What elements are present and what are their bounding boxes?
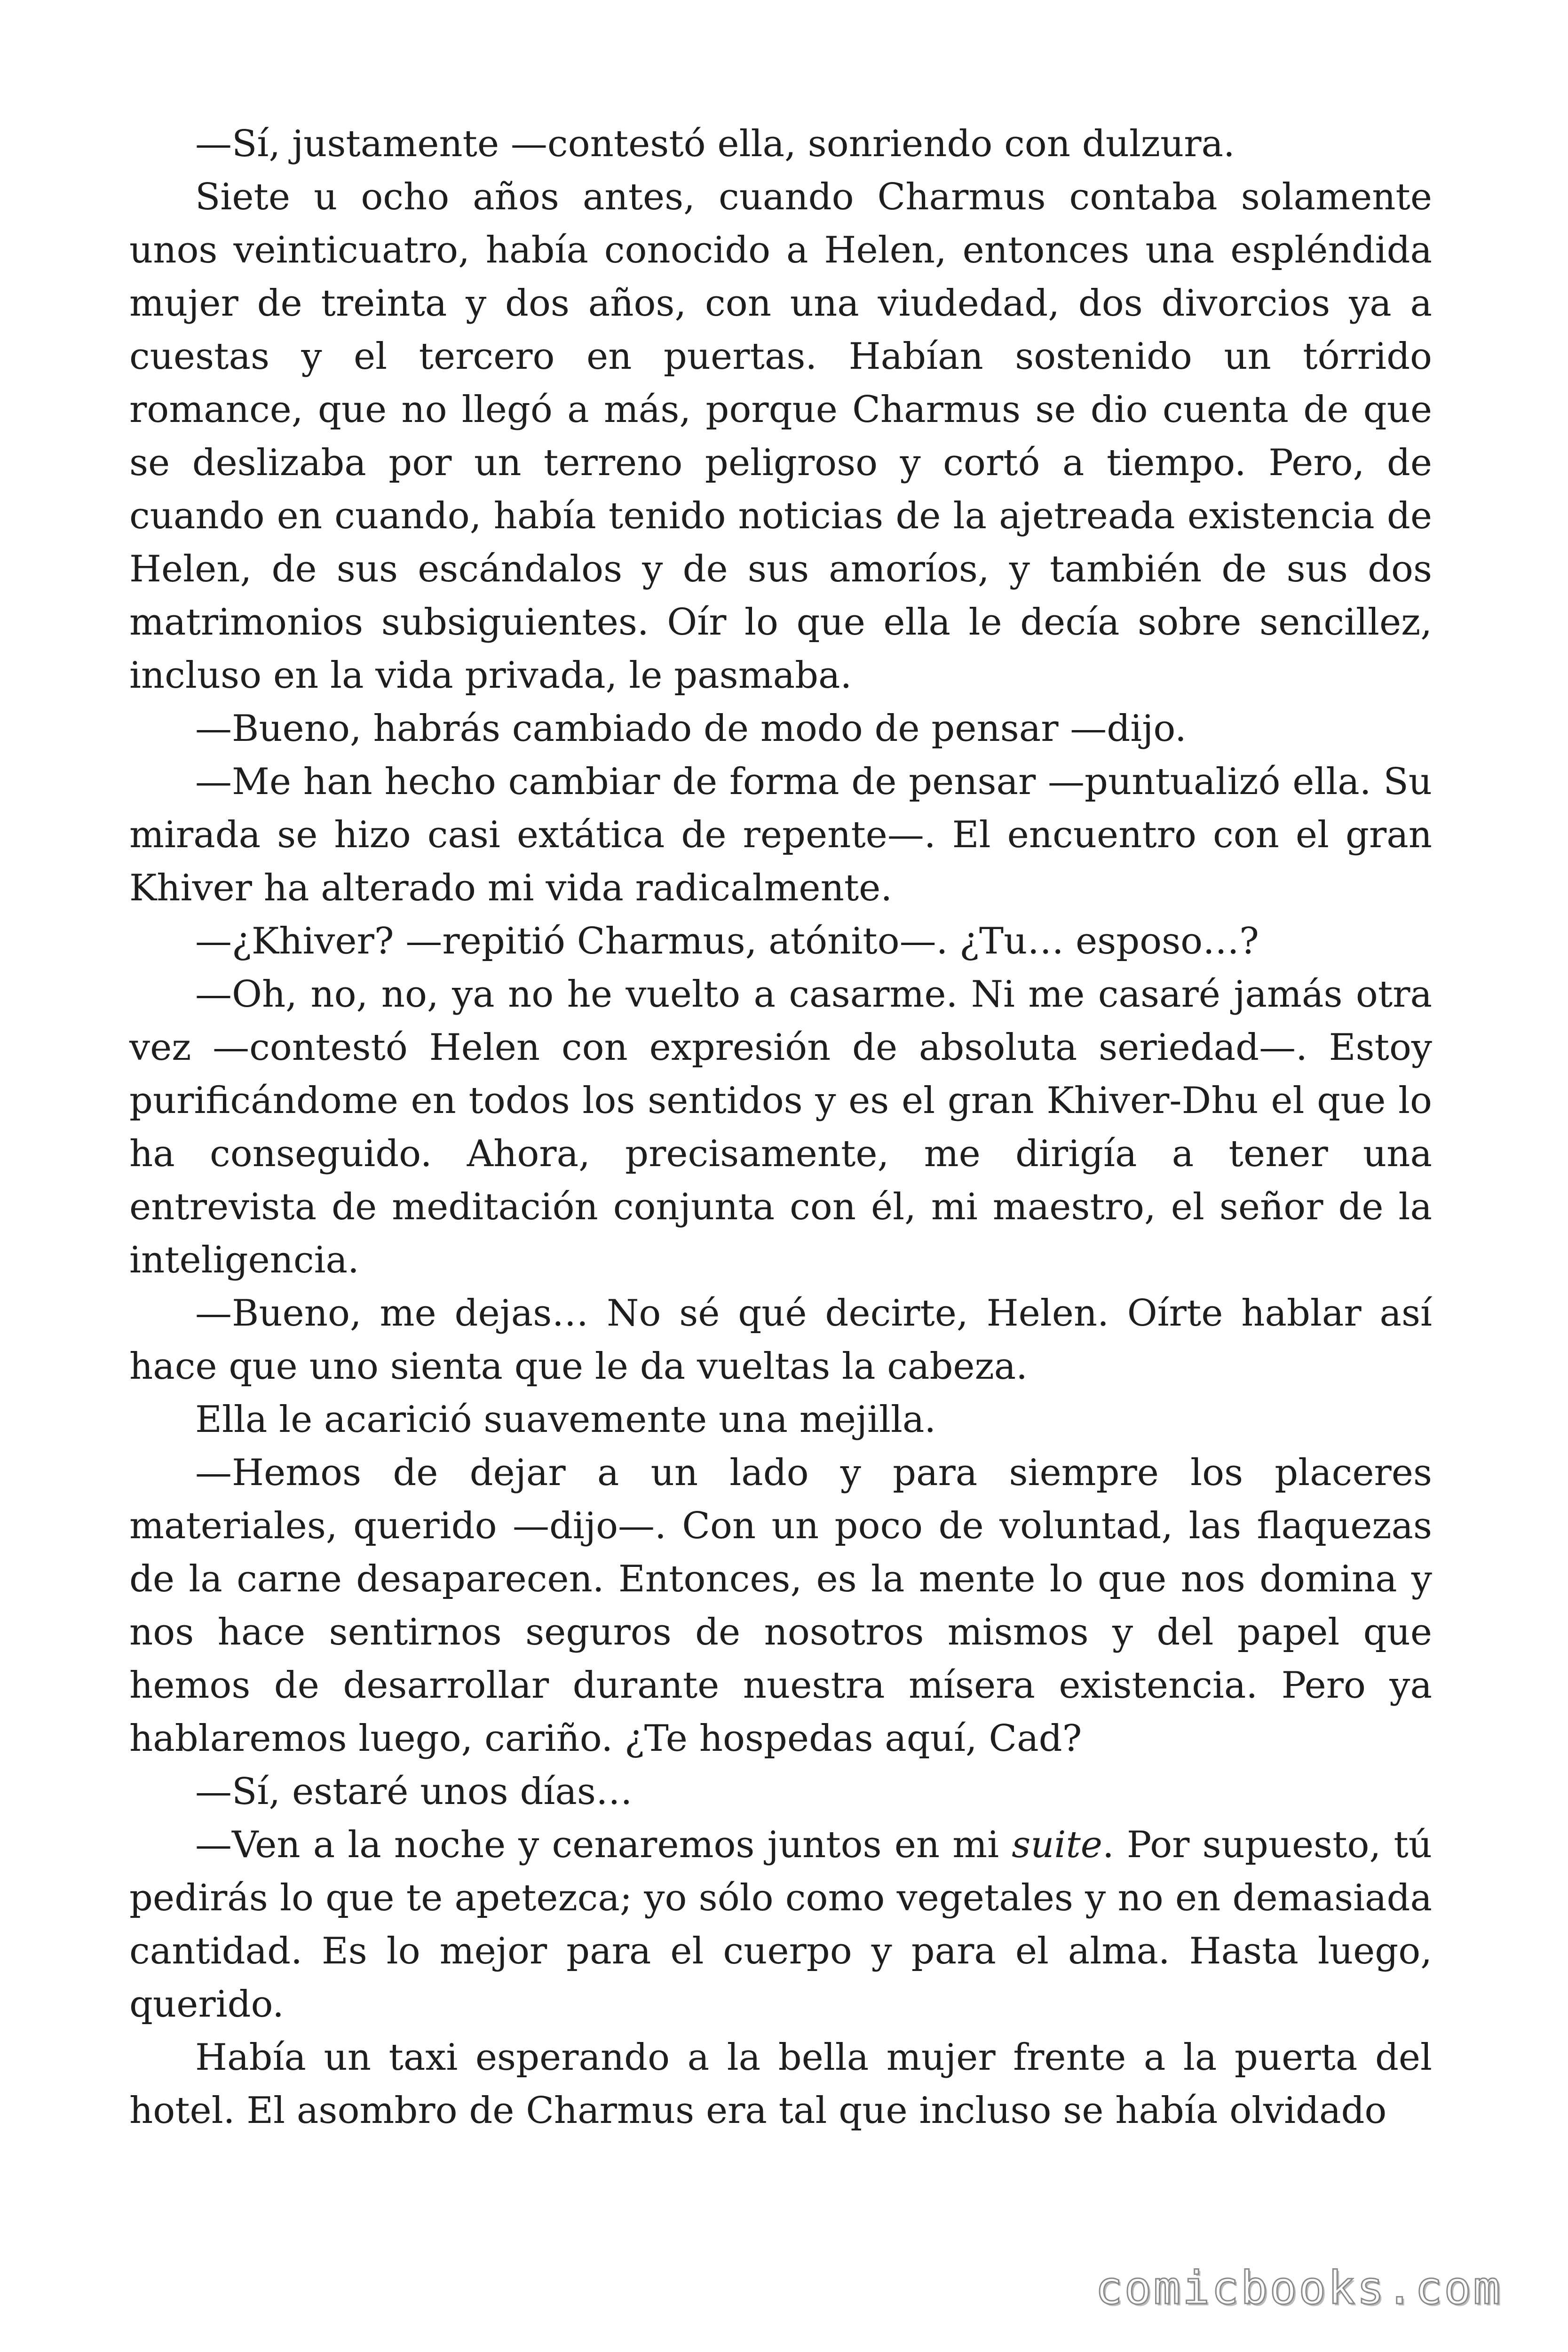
paragraph-5: —¿Khiver? —repitió Charmus, atónito—. ¿Tu… esposo…? — [195, 920, 1259, 962]
paragraph-7: —Bueno, me dejas… No sé qué decirte, Helen. Oírte hablar así hace que uno sienta que le da vueltas la cabeza. — [129, 1292, 1432, 1388]
page-body — [129, 118, 1432, 2137]
paragraph-8: Ella le acarició suavemente una mejilla. — [195, 1398, 936, 1441]
paragraph-9: —Hemos de dejar a un lado y para siempre los placeres materiales, querido —dijo—. Con un poco de voluntad, las flaquezas de la carne desaparecen. Entonces, es la mente lo que nos domina y nos hace sentirnos seguros de nosotros mismos y del papel que hemos de desarrollar durante nuestra mísera existencia. Pero ya hablaremos luego, cariño. ¿Te hospedas aquí, Cad? — [129, 1452, 1432, 1760]
paragraph-12: Había un taxi esperando a la bella mujer frente a la puerta del hotel. El asombro de Charmus era tal que incluso se había olvidado — [129, 2036, 1432, 2132]
paragraph-6: —Oh, no, no, ya no he vuelto a casarme. Ni me casaré jamás otra vez —contestó Helen con expresión de absoluta seriedad—. Estoy purificándome en todos los sentidos y es el gran Khiver-Dhu el que lo ha conseguido. Ahora, precisamente, me dirigía a tener una entrevista de meditación conjunta con él, mi maestro, el señor de la inteligencia. — [129, 973, 1432, 1281]
paragraph-11-before: —Ven a la noche y cenaremos juntos en mi — [195, 1824, 1012, 1866]
paragraph-10: —Sí, estaré unos días… — [195, 1771, 633, 1813]
paragraph-4: —Me han hecho cambiar de forma de pensar —puntualizó ella. Su mirada se hizo casi extática de repente—. El encuentro con el gran Khiver ha alterado mi vida radicalmente. — [129, 761, 1432, 909]
paragraph-11 — [129, 1819, 1432, 2031]
paragraph-11-italic: suite — [1012, 1824, 1102, 1866]
paragraph-2: Siete u ocho años antes, cuando Charmus contaba solamente unos veinticuatro, había conocido a Helen, entonces una espléndida mujer de treinta y dos años, con una viudedad, dos divorcios ya a cuestas y el tercero en puertas. Habían sostenido un tórrido romance, que no llegó a más, porque Charmus se dio cuenta de que se deslizaba por un terreno peligroso y cortó a tiempo. Pero, de cuando en cuando, había tenido noticias de la ajetreada existencia de Helen, de sus escándalos y de sus amoríos, y también de sus dos matrimonios subsiguientes. Oír lo que ella le decía sobre sencillez, incluso en la vida privada, le pasmaba. — [129, 176, 1432, 697]
paragraph-3: —Bueno, habrás cambiado de modo de pensar —dijo. — [195, 707, 1187, 750]
paragraph-11-after: . Por supuesto, tú pedirás lo que te apetezca; yo sólo como vegetales y no en demasiada cantidad. Es lo mejor para el cuerpo y para el alma. Hasta luego, querido. — [129, 1824, 1432, 2026]
paragraph-1: —Sí, justamente —contestó ella, sonriendo con dulzura. — [195, 123, 1235, 165]
watermark: comicbooks.com — [1095, 2262, 1502, 2314]
